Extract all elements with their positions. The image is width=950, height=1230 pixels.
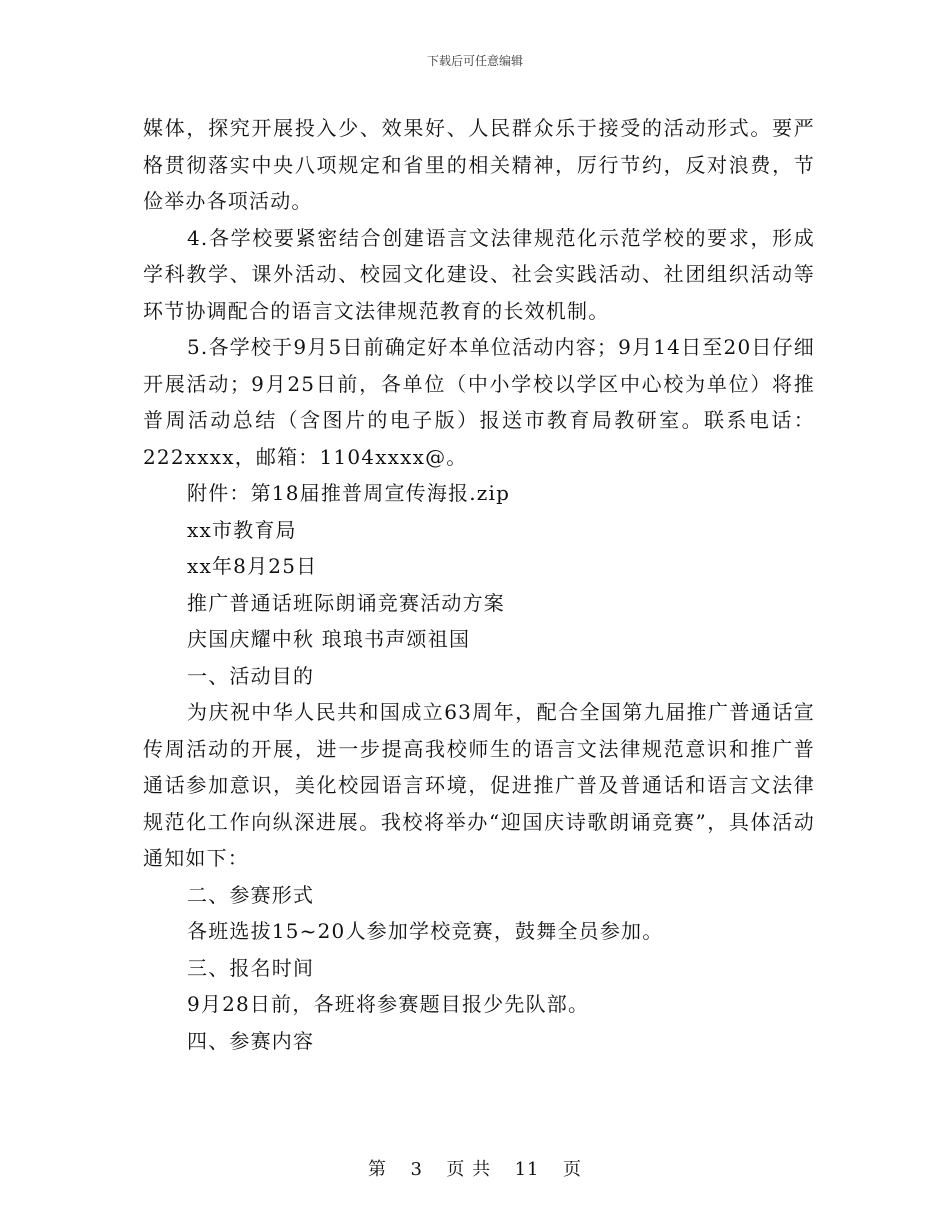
attachment-line: 附件：第18届推普周宣传海报.zip — [187, 481, 511, 505]
page-footer — [0, 1155, 950, 1181]
paragraph: 各班选拔15~20人参加学校竞赛，鼓舞全员参加。 — [187, 919, 664, 943]
section-subtitle: 庆国庆耀中秋 琅琅书声颂祖国 — [187, 627, 471, 651]
footer-suffix: 页 — [562, 1159, 582, 1180]
footer-prefix: 第 — [368, 1159, 388, 1180]
paragraph: 为庆祝中华人民共和国成立63周年，配合全国第九届推广普通话宣传周活动的开展，进一步提高我校师生的语言文法律规范意识和推广普通话参加意识，美化校园语言环境，促进推广普及普通话和语言文法律规范化工作向纵深进展。我校将举办“迎国庆诗歌朗诵竞赛”，具体活动通知如下： — [143, 700, 815, 870]
paragraph: 4.各学校要紧密结合创建语言文法律规范化示范学校的要求，形成学科教学、课外活动、校园文化建设、社会实践活动、社团组织活动等环节协调配合的语言文法律规范教育的长效机制。 — [143, 225, 815, 323]
footer-middle: 页 共 — [446, 1159, 492, 1180]
heading: 四、参赛内容 — [187, 1028, 315, 1053]
paragraph: 9月28日前，各班将参赛题目报少先队部。 — [187, 992, 590, 1016]
page-header: 下载后可任意编辑 — [426, 54, 523, 68]
issuer-line: xx市教育局 — [187, 517, 297, 542]
total-page-count: 11 — [514, 1159, 540, 1180]
heading: 二、参赛形式 — [187, 882, 315, 907]
paragraph: 5.各学校于9月5日前确定好本单位活动内容；9月14日至20日仔细开展活动；9月25日前，各单位（中小学校以学区中心校为单位）将推普周活动总结（含图片的电子版）报送市教育局教研室。联系电话：222xxxx，邮箱：1104xxxx@。 — [143, 335, 815, 469]
date-line: xx年8月25日 — [187, 554, 318, 578]
heading: 一、活动目的 — [187, 663, 315, 688]
current-page-number: 3 — [410, 1159, 423, 1180]
paragraph: 媒体，探究开展投入少、效果好、人民群众乐于接受的活动形式。要严格贯彻落实中央八项规定和省里的相关精神，厉行节约，反对浪费，节俭举办各项活动。 — [143, 116, 815, 213]
heading: 三、报名时间 — [187, 955, 315, 980]
section-title: 推广普通话班际朗诵竞赛活动方案 — [187, 590, 505, 615]
document-body — [143, 110, 815, 1059]
